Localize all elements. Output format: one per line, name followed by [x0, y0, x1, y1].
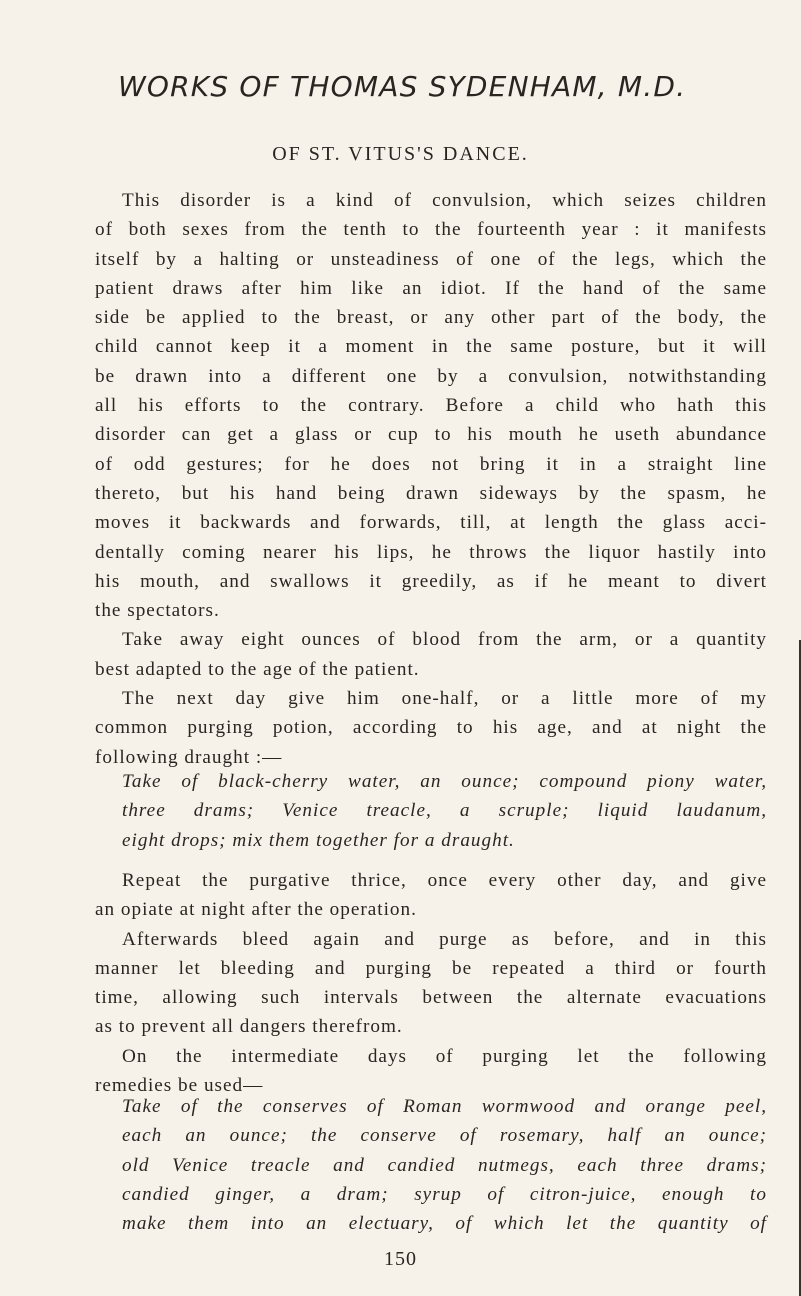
- recipe-line: candied ginger, a dram; syrup of citron-juice, enough to: [122, 1183, 767, 1205]
- recipe-electuary: [95, 1092, 767, 1238]
- recipe-line: each an ounce; the conserve of rosemary, half an ounce;: [122, 1125, 767, 1147]
- text-line: Repeat the purgative thrice, once every other day, and give: [122, 870, 767, 891]
- text-line: side be applied to the breast, or any other part of the body, the: [95, 307, 767, 329]
- text-line: thereto, but his hand being drawn sideways by the spasm, he: [95, 482, 767, 504]
- text-line: all his efforts to the contrary. Before a child who hath this: [95, 395, 767, 417]
- text-line: common purging potion, according to his age, and at night the: [95, 717, 767, 739]
- text-line: The next day give him one-half, or a little more of my: [122, 688, 767, 710]
- text-line: be drawn into a different one by a convulsion, notwithstanding: [95, 365, 767, 387]
- text-line: itself by a halting or unsteadiness of one of the legs, which the: [95, 248, 767, 270]
- recipe-draught: [95, 767, 767, 855]
- text-line: On the intermediate days of purging let the following: [122, 1045, 767, 1067]
- recipe-line: old Venice treacle and candied nutmegs, each three drams;: [122, 1154, 767, 1176]
- text-line: Afterwards bleed again and purge as before, and in this: [122, 928, 767, 950]
- text-line: as to prevent all dangers therefrom.: [95, 1016, 403, 1038]
- recipe-line: three drams; Venice treacle, a scruple; liquid laudanum,: [122, 800, 767, 822]
- text-line: of odd gestures; for he does not bring it in a straight line: [95, 453, 767, 475]
- text-line: disorder can get a glass or cup to his mouth he useth abundance: [95, 424, 767, 446]
- recipe-line: make them into an electuary, of which let the quantity of: [122, 1213, 767, 1235]
- page-number: 150: [384, 1248, 417, 1270]
- text-line: following draught :—: [95, 746, 283, 768]
- text-line: remedies be used—: [95, 1075, 264, 1097]
- recipe-line: eight drops; mix them together for a draught.: [122, 829, 515, 851]
- text-line: moves it backwards and forwards, till, at length the glass acci-: [95, 512, 767, 534]
- chapter-title: OF ST. VITUS'S DANCE.: [272, 143, 529, 165]
- running-head: WORKS OF THOMAS SYDENHAM, M.D.: [118, 70, 687, 103]
- text-line: of both sexes from the tenth to the fourteenth year : it manifests: [95, 219, 767, 241]
- text-line: dentally coming nearer his lips, he throws the liquor hastily into: [95, 541, 767, 563]
- text-line: the spectators.: [95, 600, 220, 622]
- text-line: patient draws after him like an idiot. If the hand of the same: [95, 277, 767, 299]
- paragraph-treatment: [95, 866, 767, 1100]
- text-line: his mouth, and swallows it greedily, as if he meant to divert: [95, 570, 767, 592]
- paragraph-description: [95, 186, 767, 772]
- recipe-line: Take of the conserves of Roman wormwood and orange peel,: [122, 1096, 767, 1117]
- text-line: child cannot keep it a moment in the same posture, but it will: [95, 336, 767, 358]
- text-line: best adapted to the age of the patient.: [95, 658, 420, 680]
- text-line: time, allowing such intervals between the alternate evacuations: [95, 987, 767, 1009]
- text-line: Take away eight ounces of blood from the arm, or a quantity: [122, 629, 767, 651]
- text-line: an opiate at night after the operation.: [95, 899, 417, 921]
- recipe-line: Take of black-cherry water, an ounce; compound piony water,: [122, 771, 767, 792]
- text-line: manner let bleeding and purging be repeated a third or fourth: [95, 957, 767, 979]
- text-line: This disorder is a kind of convulsion, which seizes children: [122, 190, 767, 211]
